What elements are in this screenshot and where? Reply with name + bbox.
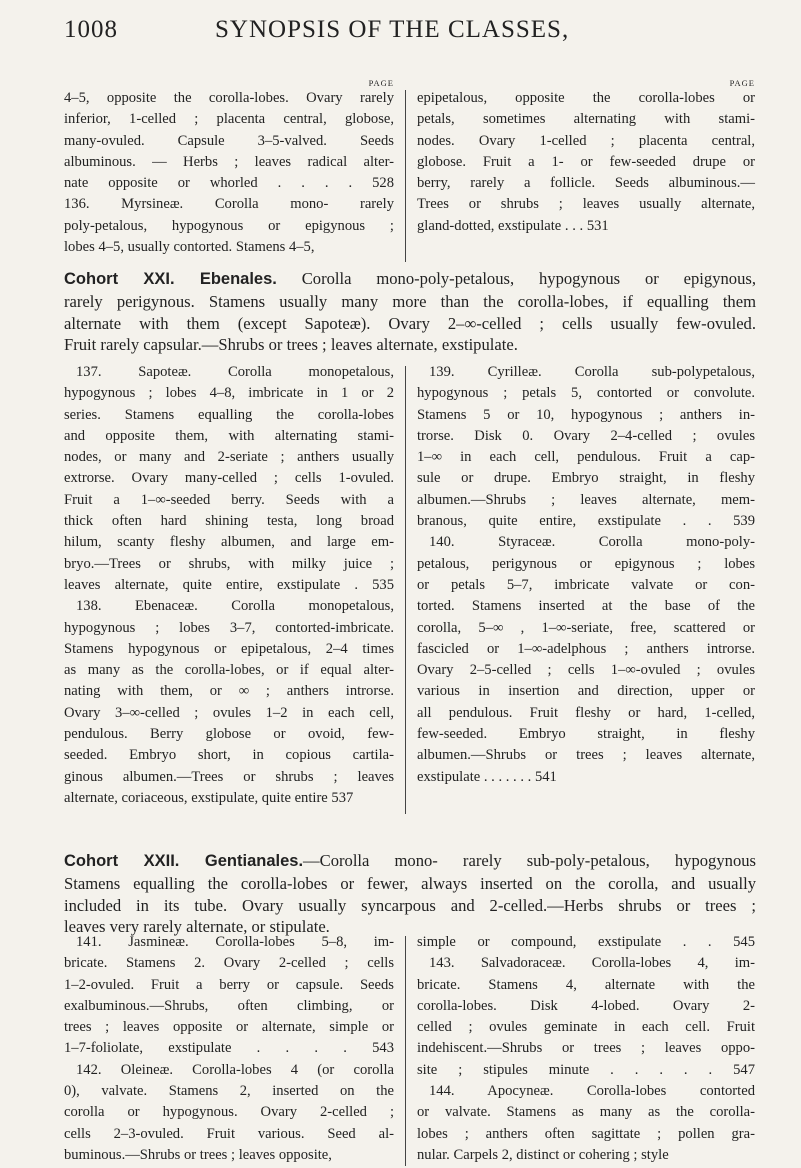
text-line: petalous, perigynous or epigynous ; lobes [417, 555, 755, 572]
cohort-22-title: Cohort XXII. Gentianales. [64, 852, 304, 870]
text-line: globose. Fruit a 1- or few-seeded drupe or [417, 153, 755, 170]
text-line: lobes 4–5, usually contorted. Stamens 4–5, [64, 239, 315, 256]
cohort-21 [64, 268, 756, 356]
text-line: 1–7-foliolate, exstipulate . . . . 543 [64, 1040, 394, 1057]
text-line: —Corolla mono- rarely sub-poly-petalous, hypogynous [303, 851, 756, 870]
text-line: site ; stipules minute . . . . . 547 [417, 1061, 755, 1078]
text-line: or petals 5–7, imbricate valvate or con- [417, 576, 755, 593]
text-line: corolla, 5–∞ , 1–∞-seriate, free, scattered or [417, 619, 755, 636]
text-line: simple or compound, exstipulate . . 545 [417, 934, 755, 950]
entry-144-heading: 144. Apocyneæ. Corolla-lobes contorted [429, 1083, 755, 1100]
text-line: poly-petalous, hypogynous or epigynous ; [64, 217, 394, 234]
entry-141-heading: 141. Jasmineæ. Corolla-lobes 5–8, im- [76, 934, 394, 950]
text-line: rarely perigynous. Stamens usually many more than the corolla-lobes, if equalling them [64, 291, 756, 311]
text-line: sule or drupe. Embryo straight, in fleshy [417, 470, 755, 487]
text-line: alternate with them (except Sapoteæ). Ovary 2–∞-celled ; cells usually few-ovuled. [64, 313, 756, 333]
text-line: Fruit a 1–∞-seeded berry. Seeds with a [64, 491, 394, 508]
running-title: SYNOPSIS OF THE CLASSES, [215, 16, 570, 43]
middle-left-column [64, 362, 394, 809]
text-line: bricate. Stamens 4, alternate with the [417, 976, 755, 993]
text-line: seeded. Embryo short, in copious cartila- [64, 747, 394, 764]
entry-136-heading: 136. Myrsineæ. Corolla mono- rarely [64, 196, 394, 213]
text-line: leaves very rarely alternate, or stipulate. [64, 917, 330, 937]
text-line: and opposite them, with alternating stami- [64, 427, 394, 444]
text-line: corolla-lobes. Disk 4-lobed. Ovary 2- [417, 997, 755, 1014]
entry-137-heading: 137. Sapoteæ. Corolla monopetalous, [76, 364, 394, 380]
page-column-label: PAGE [729, 78, 755, 88]
text-line: lobes ; anthers often sagittate ; pollen gra- [417, 1125, 755, 1142]
text-line: branous, quite entire, exstipulate . . 539 [417, 513, 755, 530]
text-line: bricate. Stamens 2. Ovary 2-celled ; cells [64, 955, 394, 972]
text-line: Ovary 2–5-celled ; cells 1–∞-ovuled ; ovules [417, 662, 755, 679]
text-line: gland-dotted, exstipulate . . . 531 [417, 217, 609, 234]
top-left-column [64, 78, 394, 258]
text-line: berry, rarely a follicle. Seeds albuminous.— [417, 175, 755, 192]
text-line: celled ; ovules geminate in each cell. Fruit [417, 1019, 755, 1036]
page-column-label: PAGE [368, 78, 394, 88]
cohort-22 [64, 850, 756, 938]
text-line: bryo.—Trees or shrubs, with milky juice ; [64, 555, 394, 572]
text-line: nate opposite or whorled . . . . 528 [64, 175, 394, 192]
page-number: 1008 [64, 16, 118, 43]
text-line: ginous albumen.—Trees or shrubs ; leaves [64, 768, 394, 785]
text-line: hypogynous ; lobes 3–7, contorted-imbricate. [64, 619, 394, 636]
text-line: pendulous. Berry globose or ovoid, few- [64, 726, 394, 743]
bottom-left-column [64, 932, 394, 1166]
text-line: included in its tube. Ovary usually syncarpous and 2-celled.—Herbs shrubs or trees ; [64, 895, 756, 915]
text-line: trees ; leaves opposite or alternate, simple or [64, 1019, 394, 1036]
text-line: albumen.—Shrubs ; leaves alternate, mem- [417, 491, 755, 508]
text-line: hypogynous ; lobes 4–8, imbricate in 1 or 2 [64, 385, 394, 402]
entry-140-heading: 140. Styraceæ. Corolla mono-poly- [429, 534, 755, 551]
text-line: Trees or shrubs ; leaves usually alternate, [417, 196, 755, 213]
top-right-column [417, 78, 755, 237]
cohort-21-title: Cohort XXI. Ebenales. [64, 270, 277, 288]
text-line: 4–5, opposite the corolla-lobes. Ovary rarely [64, 90, 394, 106]
text-line: petals, sometimes alternating with stami- [417, 111, 755, 128]
entry-139-heading: 139. Cyrilleæ. Corolla sub-polypetalous, [429, 364, 755, 380]
column-divider [405, 936, 406, 1166]
text-line: exstipulate . . . . . . . 541 [417, 768, 557, 785]
column-divider [405, 366, 406, 814]
text-line: nodes, or many and 2-seriate ; anthers usually [64, 449, 394, 466]
text-line: cells 2–3-ovuled. Fruit various. Seed al- [64, 1125, 394, 1142]
text-line: corolla or hypogynous. Ovary 2-celled ; [64, 1104, 394, 1121]
text-line: 1–2-ovuled. Fruit a berry or capsule. Seeds [64, 976, 394, 993]
text-line: many-ovuled. Capsule 3–5-valved. Seeds [64, 132, 394, 149]
text-line: leaves alternate, quite entire, exstipulate . 535 [64, 576, 394, 593]
text-line: nating with them, or ∞ ; anthers introrse. [64, 683, 394, 700]
text-line: extrorse. Ovary many-celled ; cells 1-ovuled. [64, 470, 394, 487]
text-line: all pendulous. Fruit fleshy or hard, 1-celled, [417, 704, 755, 721]
text-line: albumen.—Shrubs or trees ; leaves alternate, [417, 747, 755, 764]
text-line: 1–∞ in each cell, pendulous. Fruit a cap- [417, 449, 755, 466]
running-header [0, 12, 801, 52]
text-line: Stamens hypogynous or epipetalous, 2–4 times [64, 640, 394, 657]
text-line: Stamens 5 or 10, hypogynous ; anthers in- [417, 406, 755, 423]
text-line: inferior, 1-celled ; placenta central, globose, [64, 111, 394, 128]
text-line: nular. Carpels 2, distinct or cohering ; style [417, 1146, 669, 1163]
text-line: various in insertion and direction, upper or [417, 683, 755, 700]
text-line: hypogynous ; petals 5, contorted or convolute. [417, 385, 755, 402]
text-line: as many as the corolla-lobes, or if equal alter- [64, 662, 394, 679]
text-line: exalbuminous.—Shrubs, often climbing, or [64, 997, 394, 1014]
text-line: few-seeded. Embryo straight, in fleshy [417, 726, 755, 743]
text-line: alternate, coriaceous, exstipulate, quite entire 537 [64, 789, 354, 806]
text-line: Fruit rarely capsular.—Shrubs or trees ; leaves alternate, exstipulate. [64, 335, 518, 355]
text-line: series. Stamens equalling the corolla-lobes [64, 406, 394, 423]
text-line: or valvate. Stamens as many as the corolla- [417, 1104, 755, 1121]
text-line: albuminous. — Herbs ; leaves radical alter- [64, 153, 394, 170]
text-line: Stamens equalling the corolla-lobes or fewer, always inserted on the corolla, and usually [64, 873, 756, 893]
text-line: indehiscent.—Shrubs or trees ; leaves oppo- [417, 1040, 755, 1057]
text-line: epipetalous, opposite the corolla-lobes or [417, 90, 755, 106]
text-line: Corolla mono-poly-petalous, hypogynous or epigynous, [301, 269, 756, 288]
column-divider [405, 90, 406, 262]
bottom-right-column [417, 932, 755, 1166]
text-line: trorse. Disk 0. Ovary 2–4-celled ; ovules [417, 427, 755, 444]
text-line: 0), valvate. Stamens 2, inserted on the [64, 1083, 394, 1100]
middle-right-column [417, 362, 755, 788]
text-line: hilum, scanty fleshy albumen, and large em- [64, 534, 394, 551]
text-line: thick often hard shining testa, long broad [64, 513, 394, 530]
entry-142-heading: 142. Oleineæ. Corolla-lobes 4 (or corolla [76, 1061, 394, 1078]
text-line: nodes. Ovary 1-celled ; placenta central, [417, 132, 755, 149]
text-line: buminous.—Shrubs or trees ; leaves opposite, [64, 1146, 332, 1163]
entry-143-heading: 143. Salvadoraceæ. Corolla-lobes 4, im- [429, 955, 755, 972]
text-line: torted. Stamens inserted at the base of the [417, 598, 755, 615]
text-line: fascicled or 1–∞-adelphous ; anthers introrse. [417, 640, 755, 657]
text-line: Ovary 3–∞-celled ; ovules 1–2 in each cell, [64, 704, 394, 721]
entry-138-heading: 138. Ebenaceæ. Corolla monopetalous, [76, 598, 394, 615]
